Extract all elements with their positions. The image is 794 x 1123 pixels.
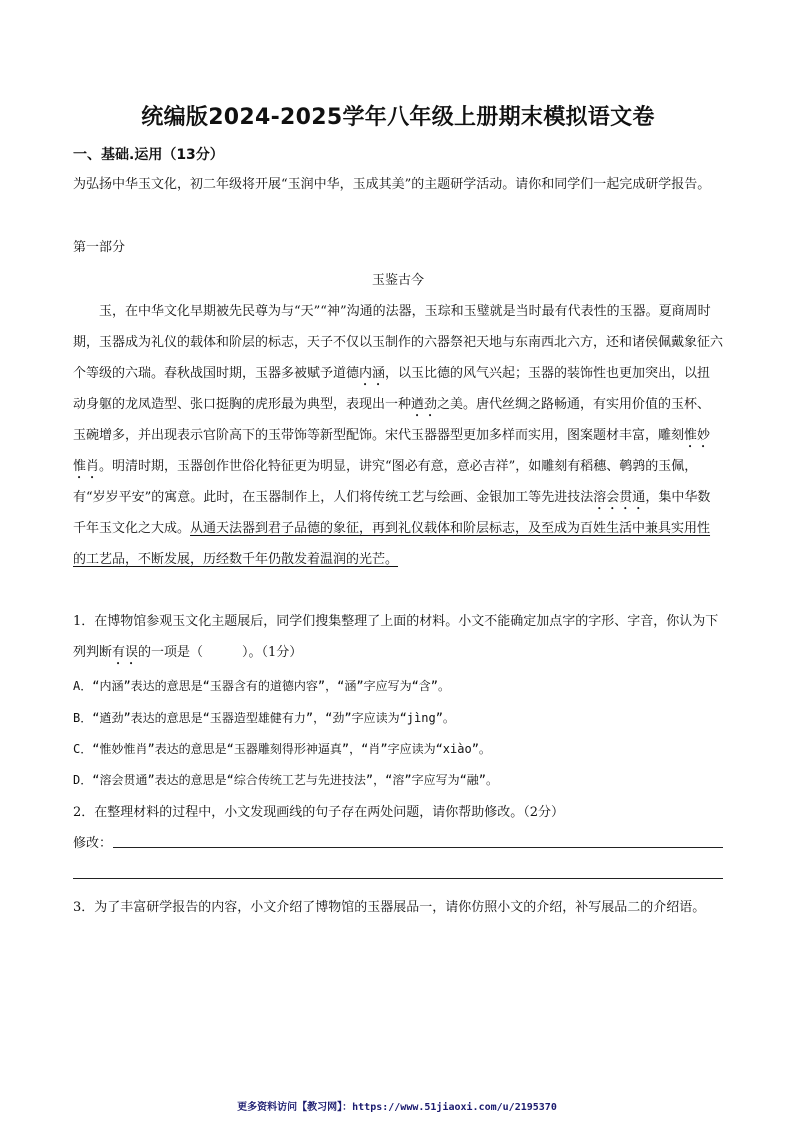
question-1-text: 1．在博物馆参观玉文化主题展后，同学们搜集整理了上面的材料。小文不能确定加点字的字形、字音，你认为下列判断	[73, 614, 719, 660]
question-1-text: 的一项是（ ）。（1分）	[138, 645, 303, 660]
answer-line[interactable]	[113, 847, 723, 848]
underlined-sentence: 从通天法器到君子品德的象征，再到礼仪载体和阶层标志，及至成为百姓生活中兼具实用性的工艺品，不断发展，历经数千年仍散发着温润的光芒。	[73, 521, 711, 567]
question-2-stem: 2．在整理材料的过程中，小文发现画线的句子存在两处问题，请你帮助修改。（2分）	[73, 805, 565, 820]
answer-line[interactable]	[73, 878, 723, 879]
dotted-word-1: 内涵	[359, 366, 386, 381]
article-text: 玉，在中华文化早期被先民尊为与“天”“神”沟通的法器，玉琮和玉璧就是当时最有代表性的玉器。夏商周时期，玉器成为礼仪的载体和阶层的标志，天子不仅以玉制作的六器祭祀天地与东南西北六方，还和诸侯佩戴象征六个等级的六瑞。春秋战国时期，玉器多被赋予道德	[73, 304, 724, 381]
option-d: D．“溶会贯通”表达的意思是“综合传统工艺与先进技法”，“溶”字应写为“融”。	[73, 773, 499, 787]
intro-paragraph: 为弘扬中华玉文化，初二年级将开展“玉润中华，玉成其美”的主题研学活动。请你和同学们一起完成研学报告。	[73, 177, 711, 192]
revise-label: 修改：	[73, 836, 113, 851]
question-1-stem	[73, 606, 723, 668]
section-heading: 一、基础.运用（13分）	[73, 147, 224, 163]
article-text: 。明清时期，玉器创作世俗化特征更为明显，讲究“图必有意，意必吉祥”，如雕刻有稻穗、鹌鹑的玉佩，有“岁岁平安”的寓意。此时，在玉器制作上，人们将传统工艺与绘画、金银加工等先进技法	[73, 459, 698, 505]
part-label: 第一部分	[73, 240, 126, 255]
question-3-stem: 3．为了丰富研学报告的内容，小文介绍了博物馆的玉器展品一，请你仿照小文的介绍，补写展品二的介绍语。	[73, 900, 706, 915]
option-c: C．“惟妙惟肖”表达的意思是“玉器雕刻得形神逼真”，“肖”字应读为“xiào”。	[73, 742, 491, 756]
dotted-word-3: 惟妙惟肖	[73, 428, 711, 474]
article-title: 玉鉴古今	[371, 273, 424, 288]
dotted-word-2: 遒劲	[411, 397, 438, 412]
exam-title: 统编版2024-2025学年八年级上册期末模拟语文卷	[141, 105, 655, 130]
dotted-word-4: 溶会贯通	[593, 490, 646, 505]
dotted-word-question: 有误	[112, 645, 139, 660]
article-text: ，集中华数千年玉文化之大成。	[73, 490, 711, 536]
article-text: ，以玉比德的风气兴起；玉器的装饰性也更加突出，以扭动身躯的龙凤造型、张口挺胸的虎形最为典型，表现出一种	[73, 366, 711, 412]
option-a: A．“内涵”表达的意思是“玉器含有的道德内容”，“涵”字应写为“含”。	[73, 679, 451, 693]
article-text: 之美。唐代丝绸之路畅通，有实用价值的玉杯、玉碗增多，并出现表示官阶高下的玉带饰等新型配饰。宋代玉器器型更加多样而实用，图案题材丰富，雕刻	[73, 397, 711, 443]
article-body	[73, 296, 723, 575]
option-b: B．“遒劲”表达的意思是“玉器造型雄健有力”，“劲”字应读为“jìng”。	[73, 711, 455, 725]
footer-link[interactable]: 更多资料访问【教习网】：https://www.51jiaoxi.com/u/2195370	[237, 1102, 557, 1113]
